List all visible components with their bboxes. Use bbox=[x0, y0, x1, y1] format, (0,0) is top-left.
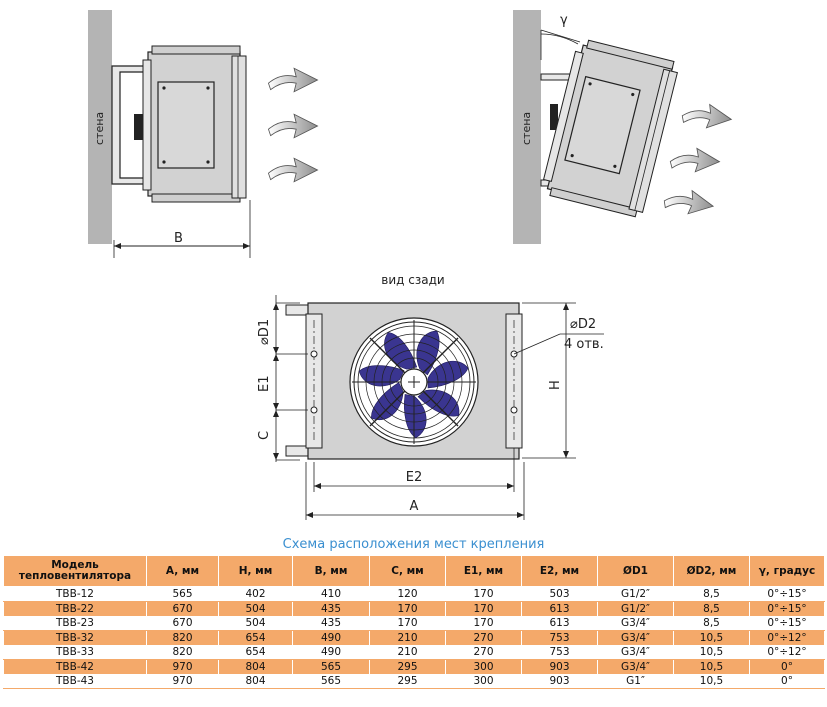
table-cell: 804 bbox=[219, 674, 293, 689]
table-cell: 170 bbox=[370, 602, 446, 617]
airflow-arrow-icon bbox=[268, 114, 317, 137]
table-cell: 903 bbox=[522, 674, 598, 689]
rear-view-label: вид сзади bbox=[381, 273, 445, 287]
column-header: A, мм bbox=[147, 556, 219, 587]
dimension-e2-label: E2 bbox=[405, 470, 423, 485]
table-cell: ТВВ-23 bbox=[4, 616, 147, 631]
table-cell: 970 bbox=[147, 674, 219, 689]
table-cell: 565 bbox=[293, 660, 370, 675]
hole-d2-label: ⌀D2 bbox=[570, 317, 597, 332]
column-header: Модель тепловентилятора bbox=[4, 556, 147, 587]
table-cell: 300 bbox=[446, 660, 522, 675]
airflow-arrow-icon bbox=[268, 68, 317, 91]
wall-label: стена bbox=[93, 111, 106, 145]
heater-unit-top bbox=[152, 46, 240, 54]
table-cell: 490 bbox=[293, 631, 370, 646]
wall-label: стена bbox=[520, 111, 533, 145]
table-cell: 753 bbox=[522, 631, 598, 646]
column-header: E1, мм bbox=[446, 556, 522, 587]
table-cell: 0° bbox=[750, 674, 825, 689]
column-header: H, мм bbox=[219, 556, 293, 587]
table-cell: ТВВ-42 bbox=[4, 660, 147, 675]
table-cell: 435 bbox=[293, 602, 370, 617]
heater-unit-front-fins bbox=[232, 56, 246, 198]
table-cell: 270 bbox=[446, 645, 522, 660]
table-cell: 170 bbox=[370, 616, 446, 631]
table-body bbox=[4, 587, 825, 689]
table-cell: 295 bbox=[370, 674, 446, 689]
table-cell: 120 bbox=[370, 587, 446, 602]
table-cell: G3/4″ bbox=[598, 616, 674, 631]
table-cell: 670 bbox=[147, 616, 219, 631]
table-cell: 170 bbox=[446, 587, 522, 602]
table-cell: G1/2″ bbox=[598, 602, 674, 617]
table-row bbox=[4, 616, 825, 631]
table-cell: 504 bbox=[219, 616, 293, 631]
dimension-b-label: B bbox=[174, 231, 183, 246]
table-cell: 210 bbox=[370, 645, 446, 660]
table-cell: G3/4″ bbox=[598, 631, 674, 646]
table-cell: G1″ bbox=[598, 674, 674, 689]
table-header-row bbox=[4, 556, 825, 587]
table-row bbox=[4, 602, 825, 617]
table-cell: 170 bbox=[446, 602, 522, 617]
dimension-a-label: A bbox=[409, 499, 419, 514]
table-cell: 10,5 bbox=[674, 645, 750, 660]
table-row bbox=[4, 587, 825, 602]
table-cell: 10,5 bbox=[674, 631, 750, 646]
mounting-hole bbox=[311, 407, 317, 413]
table-cell: 170 bbox=[446, 616, 522, 631]
table-cell: 0° bbox=[750, 660, 825, 675]
table-cell: ТВВ-33 bbox=[4, 645, 147, 660]
table-cell: 270 bbox=[446, 631, 522, 646]
table-row bbox=[4, 645, 825, 660]
heater-unit-bottom bbox=[152, 194, 240, 202]
table-cell: 0°÷12° bbox=[750, 645, 825, 660]
column-header: γ, градус bbox=[750, 556, 825, 587]
table-cell: 10,5 bbox=[674, 660, 750, 675]
pipe-stub-bottom bbox=[286, 446, 308, 456]
hole-count-label: 4 отв. bbox=[564, 337, 604, 352]
side-view-tilted bbox=[513, 10, 733, 244]
mounting-hole bbox=[311, 351, 317, 357]
table-cell: 490 bbox=[293, 645, 370, 660]
dimension-d1-label: ⌀D1 bbox=[257, 318, 272, 345]
table-cell: 804 bbox=[219, 660, 293, 675]
table-cell: 435 bbox=[293, 616, 370, 631]
table-cell: 0°÷12° bbox=[750, 631, 825, 646]
mounting-hole bbox=[511, 407, 517, 413]
table-cell: 504 bbox=[219, 602, 293, 617]
table-cell: 295 bbox=[370, 660, 446, 675]
table-row bbox=[4, 674, 825, 689]
airflow-arrow-icon bbox=[670, 147, 721, 174]
table-cell: 753 bbox=[522, 645, 598, 660]
column-header: ØD1 bbox=[598, 556, 674, 587]
airflow-arrow-icon bbox=[663, 186, 715, 218]
rear-view bbox=[257, 273, 604, 520]
table-row bbox=[4, 631, 825, 646]
dimension-c-label: C bbox=[257, 430, 272, 440]
airflow-arrow-icon bbox=[268, 158, 317, 181]
specifications-table bbox=[3, 555, 825, 689]
table-cell: 210 bbox=[370, 631, 446, 646]
table-cell: 8,5 bbox=[674, 602, 750, 617]
table-cell: 0°÷15° bbox=[750, 602, 825, 617]
dimension-e1-label: E1 bbox=[257, 375, 272, 392]
table-cell: 970 bbox=[147, 660, 219, 675]
column-header: B, мм bbox=[293, 556, 370, 587]
mounting-bracket bbox=[541, 74, 571, 80]
table-cell: 0°÷15° bbox=[750, 616, 825, 631]
table-cell: 820 bbox=[147, 631, 219, 646]
table-cell: 8,5 bbox=[674, 587, 750, 602]
table-cell: 503 bbox=[522, 587, 598, 602]
angle-gamma-label: γ bbox=[560, 13, 568, 28]
table-cell: 8,5 bbox=[674, 616, 750, 631]
table-row bbox=[4, 660, 825, 675]
table-cell: 565 bbox=[147, 587, 219, 602]
table-cell: 613 bbox=[522, 616, 598, 631]
table-cell: 402 bbox=[219, 587, 293, 602]
table-cell: 903 bbox=[522, 660, 598, 675]
column-header: E2, мм bbox=[522, 556, 598, 587]
table-cell: G3/4″ bbox=[598, 645, 674, 660]
column-header: C, мм bbox=[370, 556, 446, 587]
dimension-h-label: H bbox=[548, 380, 563, 390]
table-caption: Схема расположения мест крепления bbox=[282, 537, 545, 552]
table-cell: 10,5 bbox=[674, 674, 750, 689]
side-view-straight bbox=[88, 10, 318, 258]
table-cell: ТВВ-22 bbox=[4, 602, 147, 617]
table-cell: 410 bbox=[293, 587, 370, 602]
table-cell: 654 bbox=[219, 645, 293, 660]
table-cell: ТВВ-12 bbox=[4, 587, 147, 602]
table-cell: 654 bbox=[219, 631, 293, 646]
side-panel bbox=[158, 82, 214, 168]
pipe-stub-top bbox=[286, 305, 308, 315]
table-cell: ТВВ-32 bbox=[4, 631, 147, 646]
table-cell: 820 bbox=[147, 645, 219, 660]
table-cell: 0°÷15° bbox=[750, 587, 825, 602]
table-cell: 613 bbox=[522, 602, 598, 617]
table-cell: ТВВ-43 bbox=[4, 674, 147, 689]
airflow-arrow-icon bbox=[681, 101, 733, 131]
table-cell: G1/2″ bbox=[598, 587, 674, 602]
column-header: ØD2, мм bbox=[674, 556, 750, 587]
table-cell: 565 bbox=[293, 674, 370, 689]
table-cell: 670 bbox=[147, 602, 219, 617]
heater-unit-back-frame bbox=[143, 60, 151, 190]
table-cell: G3/4″ bbox=[598, 660, 674, 675]
table-cell: 300 bbox=[446, 674, 522, 689]
